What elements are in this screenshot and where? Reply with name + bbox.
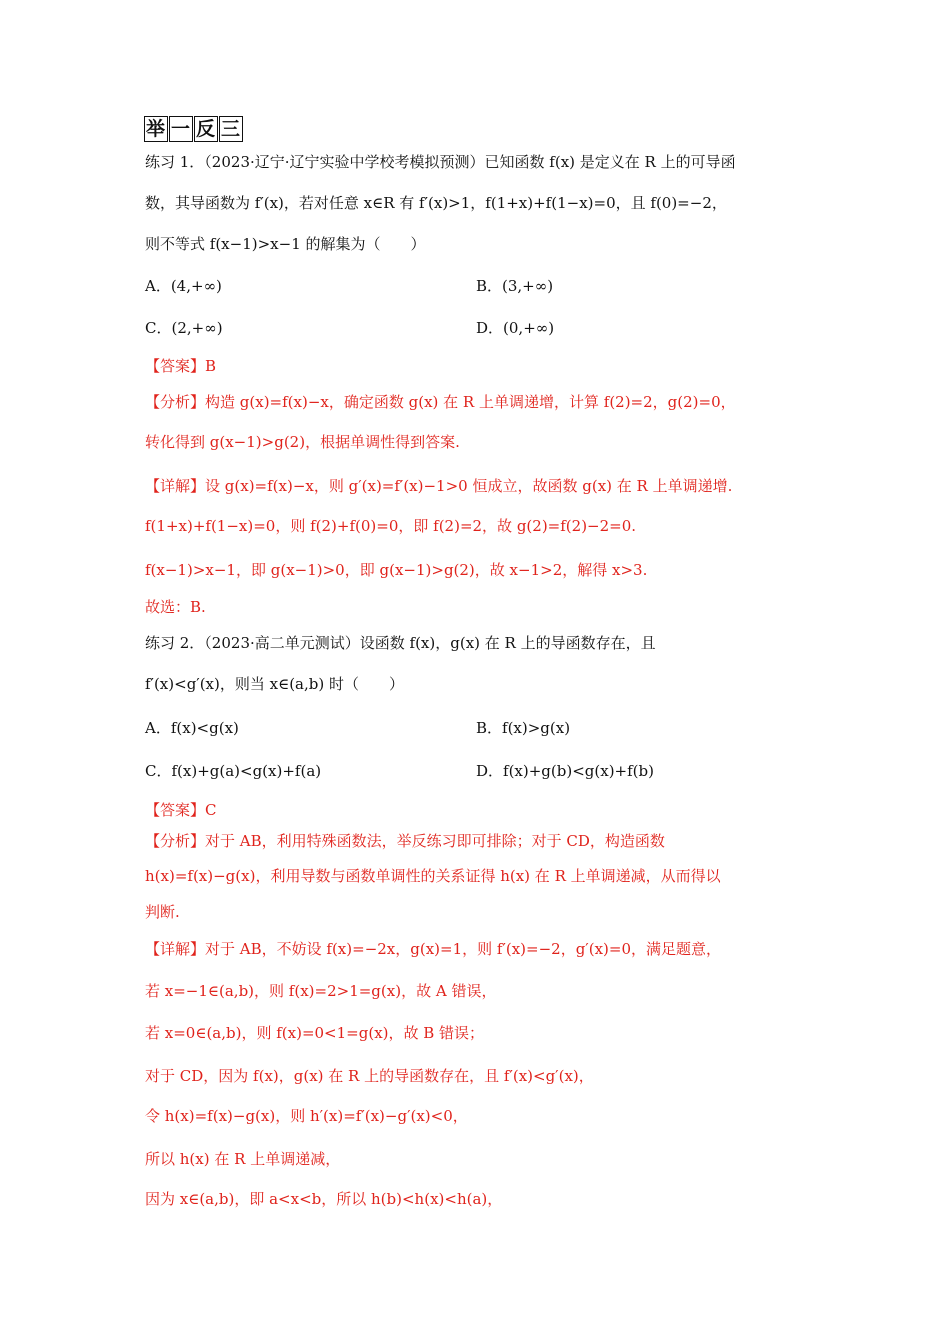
exercise2-detail-line-3: 若 x=0∈(a,b)，则 f(x)=0<1=g(x)，故 B 错误； bbox=[145, 1024, 485, 1042]
exercise1-option-c: C．(2,+∞) bbox=[145, 319, 223, 337]
section-heading bbox=[144, 116, 244, 142]
heading-char-4: 三 bbox=[221, 118, 242, 140]
exercise2-option-d: D．f(x)+g(b)<g(x)+f(b) bbox=[476, 762, 654, 780]
heading-char-2: 一 bbox=[171, 118, 192, 140]
exercise1-stem-line-1: 练习 1．（2023·辽宁·辽宁实验中学校考模拟预测）已知函数 f(x) 是定义在 R 上的可导函 bbox=[145, 153, 736, 171]
exercise2-stem-line-1: 练习 2．（2023·高二单元测试）设函数 f(x)，g(x) 在 R 上的导函数存在，且 bbox=[145, 634, 656, 652]
exercise1-option-a: A．(4,+∞) bbox=[145, 277, 222, 295]
exercise1-answer: 【答案】B bbox=[145, 357, 217, 375]
exercise2-detail-line-2: 若 x=−1∈(a,b)，则 f(x)=2>1=g(x)，故 A 错误， bbox=[145, 982, 497, 1000]
exercise2-answer: 【答案】C bbox=[145, 801, 217, 819]
exercise1-analysis-line-2: 转化得到 g(x−1)>g(2)，根据单调性得到答案. bbox=[145, 433, 460, 451]
exercise2-analysis-line-1: 【分析】对于 AB，利用特殊函数法，举反练习即可排除；对于 CD，构造函数 bbox=[145, 832, 665, 850]
exercise1-stem-line-2: 数，其导函数为 f′(x)，若对任意 x∈R 有 f′(x)>1，f(1+x)+f(1−x)=0，且 f(0)=−2， bbox=[145, 194, 727, 212]
heading-char-3: 反 bbox=[196, 118, 217, 140]
exercise2-option-b: B．f(x)>g(x) bbox=[476, 719, 571, 737]
exercise2-stem-line-2: f′(x)<g′(x)，则当 x∈(a,b) 时（ ） bbox=[145, 675, 404, 693]
exercise2-detail-line-7: 因为 x∈(a,b)，即 a<x<b，所以 h(b)<h(x)<h(a)， bbox=[145, 1190, 503, 1208]
exercise2-option-c: C．f(x)+g(a)<g(x)+f(a) bbox=[145, 762, 322, 780]
exercise2-analysis-line-3: 判断. bbox=[145, 903, 180, 921]
exercise2-detail-line-6: 所以 h(x) 在 R 上单调递减， bbox=[145, 1150, 341, 1168]
exercise1-option-b: B．(3,+∞) bbox=[476, 277, 554, 295]
exercise1-detail-line-1: 【详解】设 g(x)=f(x)−x，则 g′(x)=f′(x)−1>0 恒成立，故函数 g(x) 在 R 上单调递增. bbox=[145, 477, 733, 495]
exercise1-option-d: D．(0,+∞) bbox=[476, 319, 555, 337]
exercise1-analysis-line-1: 【分析】构造 g(x)=f(x)−x，确定函数 g(x) 在 R 上单调递增，计算 f(2)=2，g(2)=0， bbox=[145, 393, 736, 411]
exercise1-detail-line-3: f(x−1)>x−1，即 g(x−1)>0，即 g(x−1)>g(2)，故 x−1>2，解得 x>3. bbox=[145, 561, 648, 579]
exercise1-detail-line-2: f(1+x)+f(1−x)=0，则 f(2)+f(0)=0，即 f(2)=2，故 g(2)=f(2)−2=0. bbox=[145, 517, 637, 535]
exercise2-detail-line-4: 对于 CD，因为 f(x)，g(x) 在 R 上的导函数存在，且 f′(x)<g′(x)， bbox=[145, 1067, 594, 1085]
exercise1-stem-line-3: 则不等式 f(x−1)>x−1 的解集为（ ） bbox=[145, 235, 426, 253]
exercise2-detail-line-5: 令 h(x)=f(x)−g(x)，则 h′(x)=f′(x)−g′(x)<0， bbox=[145, 1107, 468, 1125]
exercise2-detail-line-1: 【详解】对于 AB，不妨设 f(x)=−2x，g(x)=1，则 f′(x)=−2，g′(x)=0，满足题意， bbox=[145, 940, 721, 958]
exercise1-detail-line-4: 故选：B. bbox=[145, 598, 206, 616]
exercise2-analysis-line-2: h(x)=f(x)−g(x)，利用导数与函数单调性的关系证得 h(x) 在 R 上单调递减，从而得以 bbox=[145, 867, 721, 885]
exercise2-option-a: A．f(x)<g(x) bbox=[145, 719, 239, 737]
heading-char-1: 举 bbox=[146, 118, 167, 140]
